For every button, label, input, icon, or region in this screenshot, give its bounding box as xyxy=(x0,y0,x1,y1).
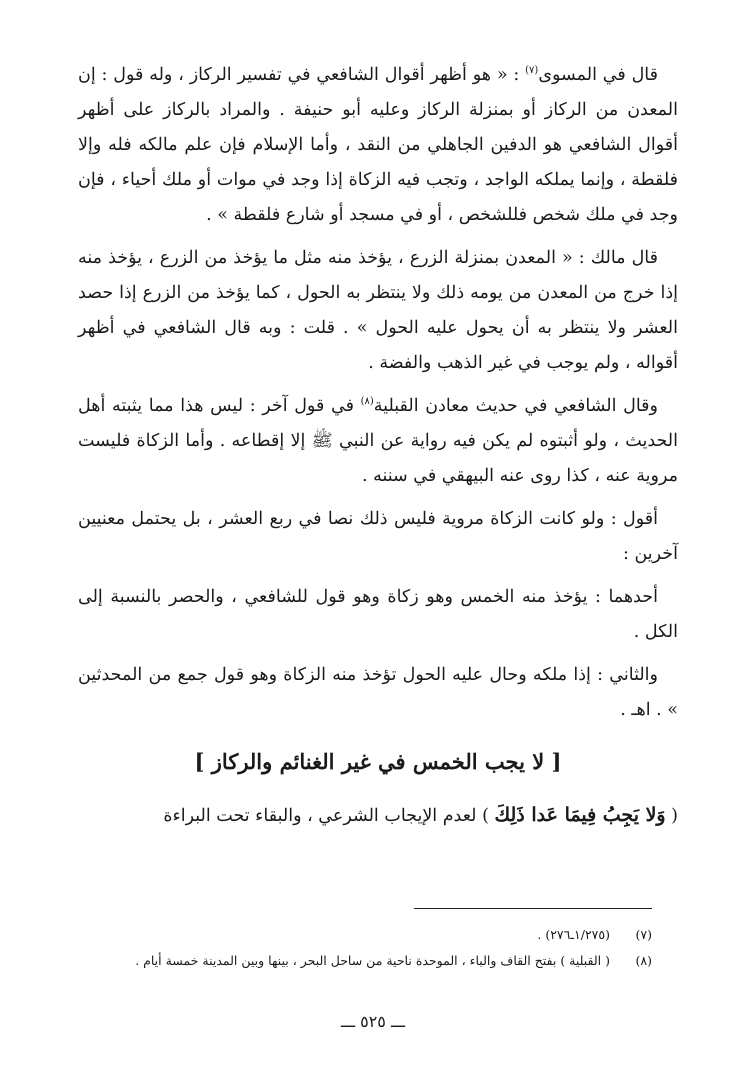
footnote-ref-8[interactable]: (٨) xyxy=(360,396,374,408)
footnote-7-text: (١/٢٧٥ـ٢٧٦) . xyxy=(537,927,611,942)
paragraph-1-text-b: : « هو أظهر أقوال الشافعي في تفسير الركاز ، وله قول : إن المعدن من الركاز أو بمنزلة الركاز وعليه أبو حنيفة . والمراد بالركاز على أظهر أقوال الشافعي هو الدفين الجاهلي من النقد ، وأما الإسلام فإن علم مالكه فله وإلا فلقطة ، وإنما يملكه الواجد ، وتجب فيه الزكاة إذا وجد في موات أو ملك أحياء ، فإن وجد في ملك شخص فللشخص ، أو في مسجد أو شارع فلقطة » . xyxy=(78,65,678,225)
paragraph-6 xyxy=(78,658,678,728)
paragraph-2-text: قال مالك : « المعدن بمنزلة الزرع ، يؤخذ منه مثل ما يؤخذ من الزرع ، يؤخذ منه إذا خرج من المعدن من يومه ذلك ولا ينتظر به الحول ، كما يؤخذ من الزرع إذا حصد العشر ولا ينتظر به أن يحول عليه الحول » . قلت : وبه قال الشافعي في أظهر أقواله ، ولم يوجب في غير الذهب والفضة . xyxy=(78,248,678,373)
paragraph-2 xyxy=(78,241,678,381)
footnote-7 xyxy=(78,922,652,948)
footnote-ref-7[interactable]: (٧) xyxy=(525,65,539,77)
footnote-8-number: (٨) xyxy=(635,953,652,968)
paragraph-5-text: أحدهما : يؤخذ منه الخمس وهو زكاة وهو قول للشافعي ، والحصر بالنسبة إلى الكل . xyxy=(78,587,678,642)
matn-commentary: ) لعدم الإيجاب الشرعي ، والبقاء تحت البراءة xyxy=(163,806,495,826)
page-body xyxy=(78,58,678,834)
footnote-8-text: ( القبلية ) بفتح القاف والباء ، الموحدة ناحية من ساحل البحر ، بينها وبين المدينة خمسة أيام . xyxy=(135,953,611,968)
paragraph-1 xyxy=(78,58,678,233)
matn-line xyxy=(78,798,678,834)
paragraph-4-text: أقول : ولو كانت الزكاة مروية فليس ذلك نصا في ربع العشر ، بل يحتمل معنيين آخرين : xyxy=(78,509,678,564)
footnote-7-number: (٧) xyxy=(635,927,652,942)
paragraph-3-text-a: وقال الشافعي في حديث معادن القبلية xyxy=(373,396,658,416)
matn-open-paren: ( xyxy=(665,806,678,826)
page-number: ـــ ٥٢٥ ـــ xyxy=(340,1012,406,1031)
section-heading: [ لا يجب الخمس في غير الغنائم والركاز ] xyxy=(194,749,562,774)
matn-bold-text: وَلا يَجِبُ فِيمَا عَدا ذَلِكَ xyxy=(494,804,666,826)
paragraph-1-text-a: قال في المسوى xyxy=(538,65,658,85)
paragraph-3-text-b: في قول آخر : ليس هذا مما يثبته أهل الحديث ، ولو أثبتوه لم يكن فيه رواية عن النبي ﷺ إلا إقطاعه . وأما الزكاة فليست مروية عنه ، كذا روى عنه البيهقي في سننه . xyxy=(78,396,678,486)
footnote-divider xyxy=(414,908,652,909)
paragraph-6-text: والثاني : إذا ملكه وحال عليه الحول تؤخذ منه الزكاة وهو قول جمع من المحدثين » . اهـ . xyxy=(78,665,678,720)
paragraph-5 xyxy=(78,580,678,650)
paragraph-4 xyxy=(78,502,678,572)
footnote-8 xyxy=(78,948,652,974)
footnotes xyxy=(78,922,652,974)
paragraph-3 xyxy=(78,389,678,494)
